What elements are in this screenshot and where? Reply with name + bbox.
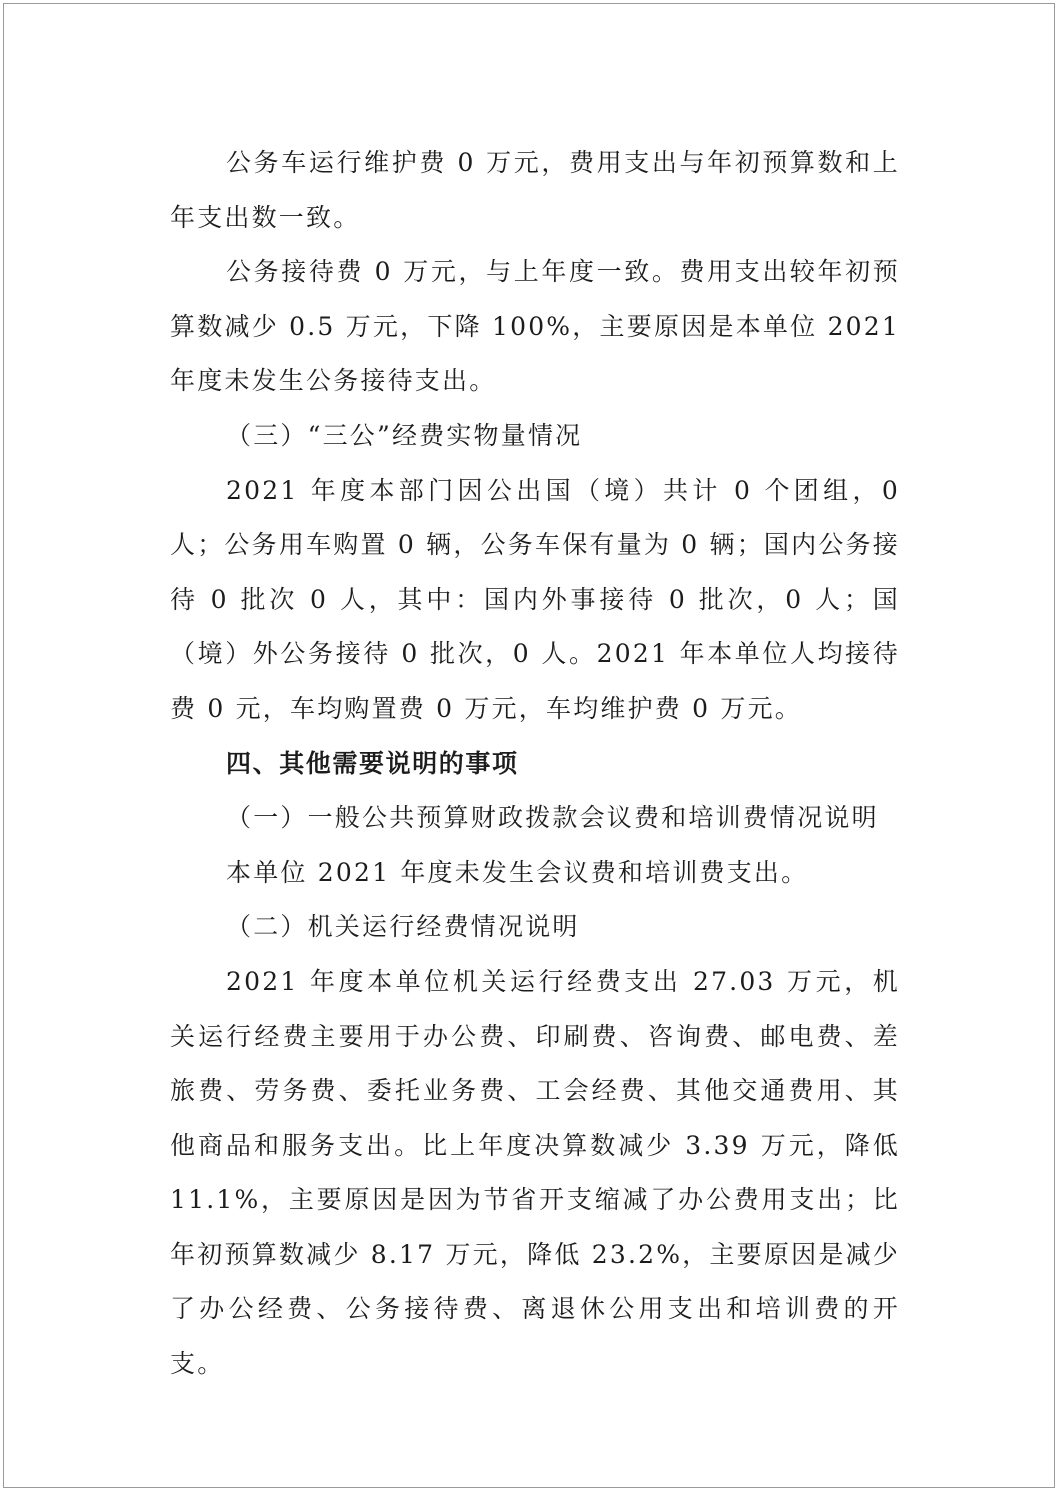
section-heading-other-matters: 四、其他需要说明的事项 bbox=[226, 748, 519, 778]
paragraph-quantities-detail: 2021 年度本部门因公出国（境）共计 0 个团组，0 人；公务用车购置 0 辆，公务车保有量为 0 辆；国内公务接待 0 批次 0 人，其中：国内外事接待 0 批次，0 人；国（境）外公务接待 0 批次，0 人。2021 年本单位人均接待费 0 元，车均购置费 0 万元，车均维护费 0 万元。 bbox=[170, 475, 900, 723]
document-page bbox=[3, 3, 1055, 1488]
paragraph-vehicle-maintenance: 公务车运行维护费 0 万元，费用支出与年初预算数和上年支出数一致。 bbox=[170, 148, 900, 232]
document-body bbox=[170, 136, 900, 1392]
paragraph-meeting-training-detail: 本单位 2021 年度未发生会议费和培训费支出。 bbox=[226, 857, 809, 887]
subheading-operating-expenses: （二）机关运行经费情况说明 bbox=[226, 912, 580, 942]
subheading-meeting-training-fee: （一）一般公共预算财政拨款会议费和培训费情况说明 bbox=[226, 803, 879, 833]
paragraph-operating-expenses-detail: 2021 年度本单位机关运行经费支出 27.03 万元，机关运行经费主要用于办公费、印刷费、咨询费、邮电费、差旅费、劳务费、委托业务费、工会经费、其他交通费用、其他商品和服务支出。比上年度决算数减少 3.39 万元，降低 11.1%，主要原因是因为节省开支缩减了办公费用支出；比年初预算数减少 8.17 万元，降低 23.2%，主要原因是减少了办公经费、公务接待费、离退休公用支出和培训费的开支。 bbox=[170, 966, 900, 1379]
paragraph-reception-fee: 公务接待费 0 万元，与上年度一致。费用支出较年初预算数减少 0.5 万元，下降 100%，主要原因是本单位 2021 年度未发生公务接待支出。 bbox=[170, 257, 900, 396]
subheading-three-public-quantities: （三）“三公”经费实物量情况 bbox=[226, 420, 583, 450]
